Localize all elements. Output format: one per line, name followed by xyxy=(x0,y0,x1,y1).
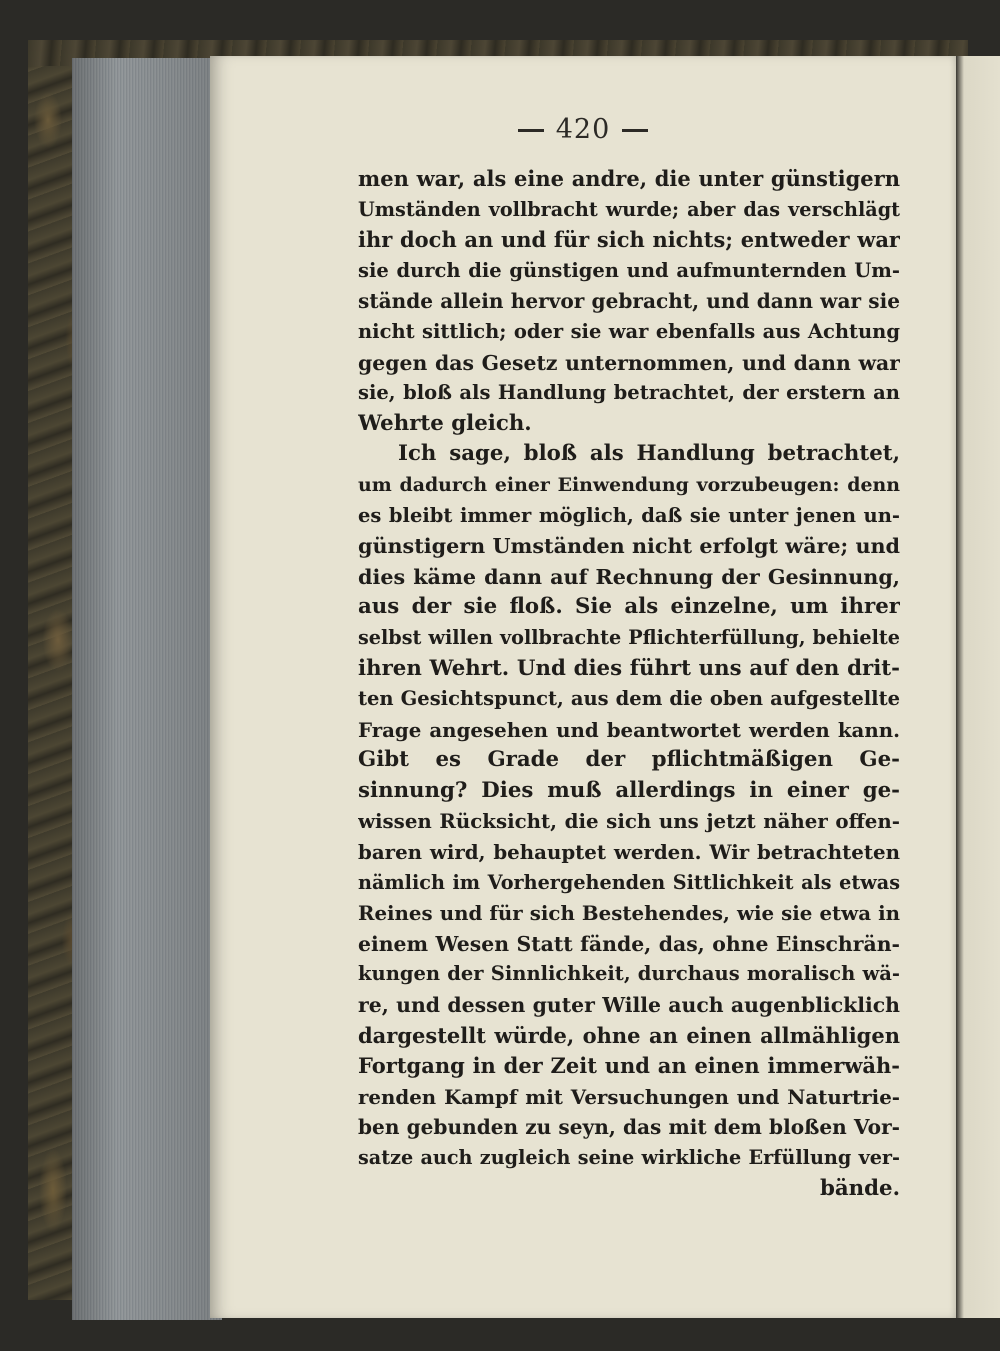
text-line: wissen Rücksicht, die sich uns jetzt näher offen- xyxy=(358,809,900,834)
text-line: dargestellt würde, ohne an einen allmähligen xyxy=(358,1022,900,1048)
text-line: selbst willen vollbrachte Pflichterfüllung, behielte xyxy=(358,625,900,649)
left-dash-ornament xyxy=(518,129,544,132)
page-number: 420 xyxy=(555,114,611,145)
text-line: um dadurch einer Einwendung vorzubeugen: denn xyxy=(358,473,900,496)
page-block-edges xyxy=(72,58,222,1320)
facing-page-edge xyxy=(956,56,1000,1318)
text-line: es bleibt immer möglich, daß sie unter jenen un- xyxy=(358,503,900,527)
text-line: sie durch die günstigen und aufmunternden Um- xyxy=(358,258,900,282)
text-line: renden Kampf mit Versuchungen und Naturtrie- xyxy=(358,1084,900,1109)
text-line: ihr doch an und für sich nichts; entweder war xyxy=(358,227,900,253)
book-page xyxy=(210,56,956,1318)
text-line: stände allein hervor gebracht, und dann war sie xyxy=(358,289,900,314)
text-line: kungen der Sinnlichkeit, durchaus moralisch wä- xyxy=(358,962,900,986)
text-line: ten Gesichtspunct, aus dem die oben aufgestellte xyxy=(358,687,900,711)
text-line: re, und dessen guter Wille auch augenblicklich xyxy=(358,993,900,1018)
text-line: einem Wesen Statt fände, das, ohne Einschrän- xyxy=(358,931,900,956)
paragraph-start-line: Ich sage, bloß als Handlung betrachtet, xyxy=(398,441,900,467)
text-line: dies käme dann auf Rechnung der Gesinnung, xyxy=(358,564,900,589)
text-line: sinnung? Dies muß allerdings in einer ge- xyxy=(358,777,900,803)
text-line: baren wird, behauptet werden. Wir betrachteten xyxy=(358,840,900,865)
right-dash-ornament xyxy=(622,129,648,132)
paragraph-end-line: Wehrte gleich. xyxy=(358,410,532,436)
text-line: men war, als eine andre, die unter günstigern xyxy=(358,166,900,191)
text-line: gegen das Gesetz unternommen, und dann war xyxy=(358,350,900,375)
text-line: Reines und für sich Bestehendes, wie sie etwa in xyxy=(358,901,900,926)
final-line: bände. xyxy=(819,1175,900,1201)
page-number-header xyxy=(210,114,956,145)
text-line: nicht sittlich; oder sie war ebenfalls aus Achtung xyxy=(358,319,900,343)
text-line: satze auch zugleich seine wirkliche Erfüllung ver- xyxy=(358,1146,900,1169)
text-line: Frage angesehen und beantwortet werden kann. xyxy=(358,717,900,742)
text-line: Gibt es Grade der pflichtmäßigen Ge- xyxy=(358,747,900,773)
body-text xyxy=(358,164,900,1204)
text-line: sie, bloß als Handlung betrachtet, der erstern an xyxy=(358,381,900,405)
text-line: ben gebunden zu seyn, das mit dem bloßen Vor- xyxy=(358,1115,900,1140)
text-line: günstigern Umständen nicht erfolgt wäre; und xyxy=(358,534,900,559)
text-line: nämlich im Vorhergehenden Sittlichkeit als etwas xyxy=(358,870,900,894)
text-line: aus der sie floß. Sie als einzelne, um ihrer xyxy=(358,594,900,620)
text-line: ihren Wehrt. Und dies führt uns auf den drit- xyxy=(358,655,900,681)
text-line: Umständen vollbracht wurde; aber das verschlägt xyxy=(358,197,900,221)
text-line: Fortgang in der Zeit und an einen immerwäh- xyxy=(358,1053,900,1079)
